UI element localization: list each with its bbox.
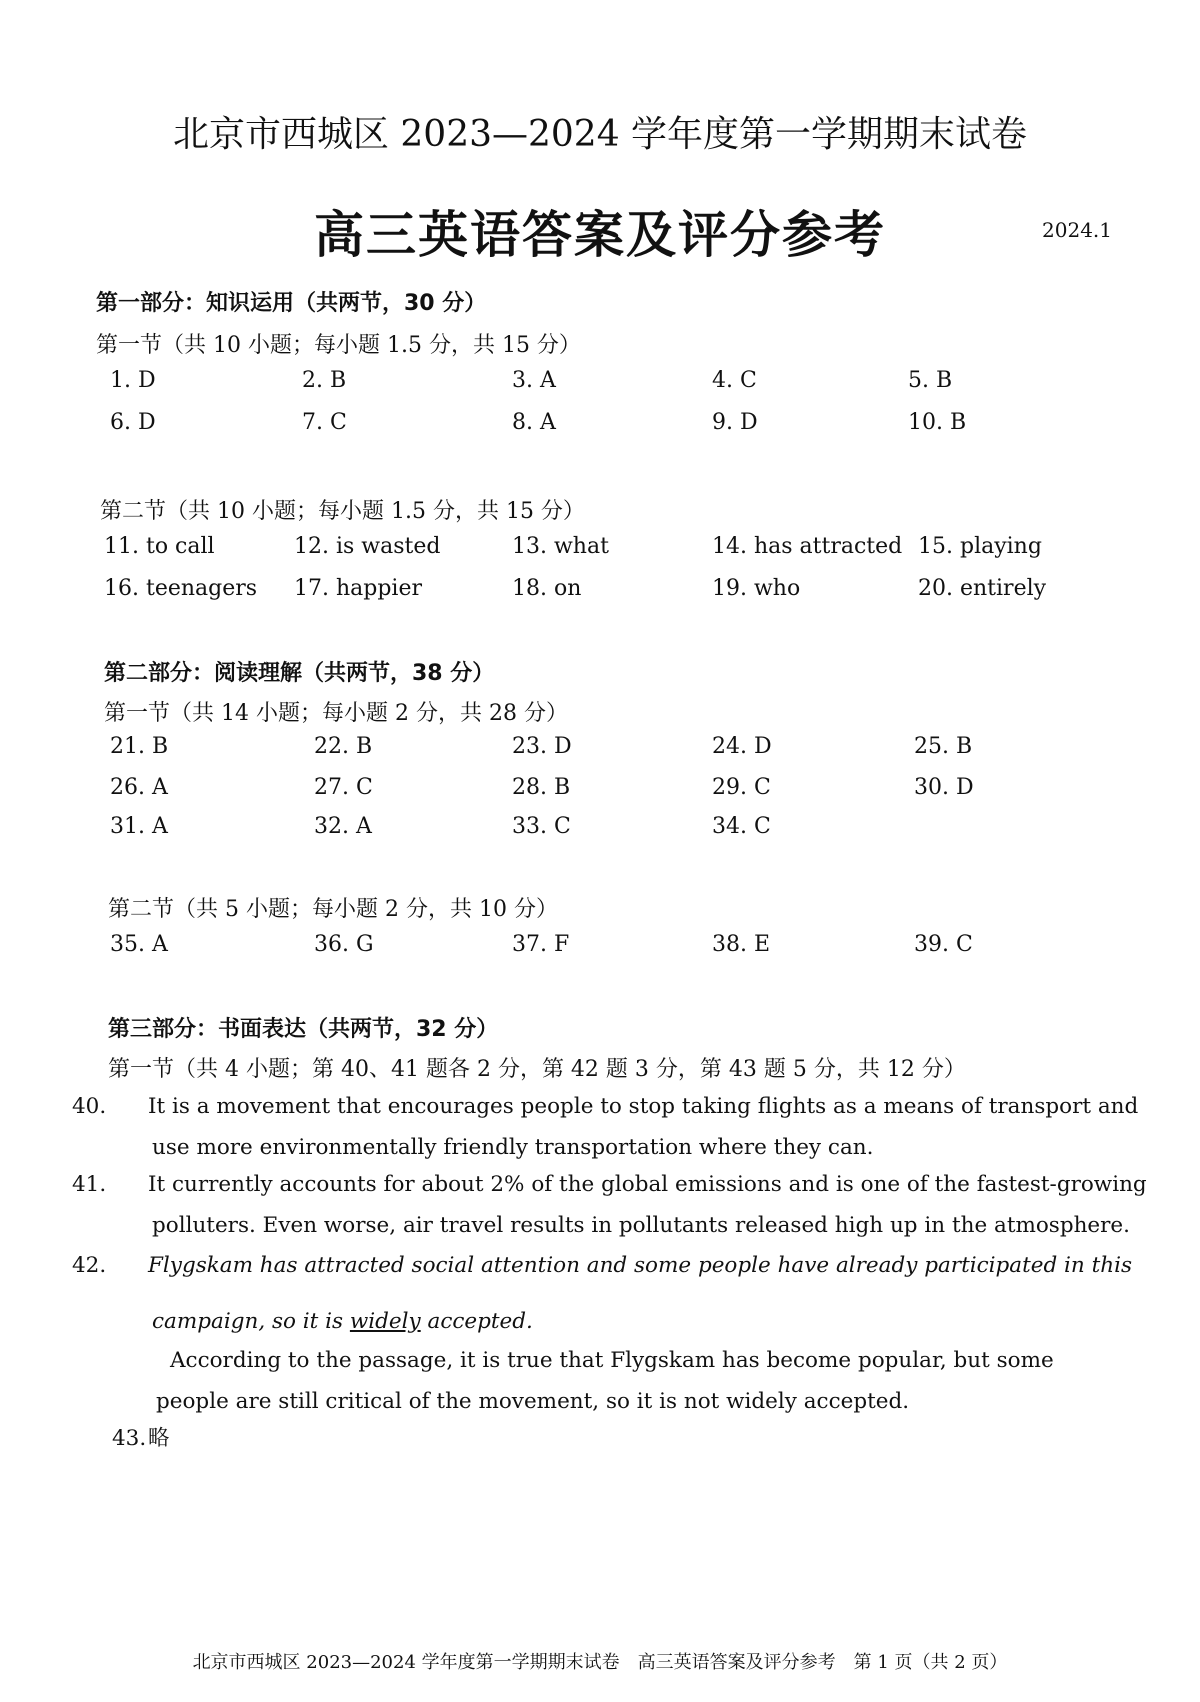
answer-item: 33. C <box>512 814 571 839</box>
part3-section1-heading: 第一节（共 4 小题；第 40、41 题各 2 分，第 42 题 3 分，第 43 题 5 分，共 12 分） <box>108 1057 966 1082</box>
answer-item: 16. teenagers <box>104 576 258 601</box>
answer-row <box>0 775 1200 807</box>
answer-item: 15. playing <box>918 534 1042 559</box>
answer-item: 30. D <box>914 775 974 800</box>
answer-item: 5. B <box>908 368 953 393</box>
page-footer: 北京市西城区 2023—2024 学年度第一学期期末试卷 高三英语答案及评分参考 第 1 页（共 2 页） <box>192 1652 1008 1673</box>
question-number: 41. <box>72 1172 107 1197</box>
answer-item: 36. G <box>314 932 374 957</box>
part1-section1-heading: 第一节（共 10 小题；每小题 1.5 分，共 15 分） <box>96 333 581 358</box>
answer-row <box>0 368 1200 400</box>
document-date: 2024.1 <box>1042 218 1112 242</box>
answer-item: 25. B <box>914 734 973 759</box>
answer-item: 3. A <box>512 368 556 393</box>
answer-item: 14. has attracted <box>712 534 903 559</box>
part1-heading: 第一部分：知识运用（共两节，30 分） <box>96 291 487 316</box>
answer-item: 24. D <box>712 734 772 759</box>
answer-item: 12. is wasted <box>294 534 441 559</box>
question-42 <box>72 1238 1152 1350</box>
answer-item: 13. what <box>512 534 609 559</box>
underlined-word: widely <box>349 1309 421 1334</box>
question-42-answer: According to the passage, it is true that Flygskam has become popular, but some people are still critical of the movement, so it is not widely accepted. <box>156 1348 1054 1414</box>
answer-item: 35. A <box>110 932 168 957</box>
answer-row <box>0 576 1200 608</box>
answer-item: 27. C <box>314 775 373 800</box>
answer-item: 11. to call <box>104 534 215 559</box>
answer-item: 26. A <box>110 775 168 800</box>
part3-heading: 第三部分：书面表达（共两节，32 分） <box>108 1017 499 1042</box>
question-number: 40. <box>72 1094 107 1119</box>
answer-item: 28. B <box>512 775 571 800</box>
answer-item: 29. C <box>712 775 771 800</box>
question-statement-end: accepted. <box>420 1309 533 1334</box>
answer-row <box>0 814 1200 846</box>
question-statement: Flygskam has attracted social attention and some people have already participated in this campaign, so it is <box>148 1253 1132 1334</box>
answer-item: 7. C <box>302 410 347 435</box>
part2-section2-heading: 第二节（共 5 小题；每小题 2 分，共 10 分） <box>108 897 558 922</box>
document-subtitle: 高三英语答案及评分参考 <box>314 206 886 264</box>
part2-heading: 第二部分：阅读理解（共两节，38 分） <box>104 661 495 686</box>
answer-item: 34. C <box>712 814 771 839</box>
answer-item: 4. C <box>712 368 757 393</box>
answer-item: 19. who <box>712 576 801 601</box>
answer-item: 38. E <box>712 932 771 957</box>
answer-item: 2. B <box>302 368 347 393</box>
answer-item: 21. B <box>110 734 169 759</box>
answer-row <box>0 734 1200 766</box>
answer-item: 9. D <box>712 410 758 435</box>
answer-item: 17. happier <box>294 576 423 601</box>
answer-row <box>0 932 1200 964</box>
answer-item: 32. A <box>314 814 372 839</box>
part1-section2-heading: 第二节（共 10 小题；每小题 1.5 分，共 15 分） <box>100 499 585 524</box>
question-40 <box>72 1086 1152 1168</box>
part2-section1-heading: 第一节（共 14 小题；每小题 2 分，共 28 分） <box>104 701 568 726</box>
question-answer-text: It currently accounts for about 2% of the global emissions and is one of the fastest-growing polluters. Even worse, air travel results in pollutants released high up in the atmosphere. <box>148 1172 1147 1238</box>
answer-item: 22. B <box>314 734 373 759</box>
answer-item: 37. F <box>512 932 570 957</box>
answer-item: 39. C <box>914 932 973 957</box>
answer-item: 8. A <box>512 410 556 435</box>
answer-item: 31. A <box>110 814 168 839</box>
question-43 <box>112 1418 1112 1459</box>
answer-item: 23. D <box>512 734 572 759</box>
answer-item: 1. D <box>110 368 156 393</box>
question-answer-text: 略 <box>148 1426 170 1451</box>
answer-row <box>0 410 1200 442</box>
answer-item: 6. D <box>110 410 156 435</box>
answer-item: 10. B <box>908 410 967 435</box>
question-number: 43. <box>112 1426 147 1451</box>
question-41 <box>72 1164 1152 1246</box>
answer-item: 18. on <box>512 576 582 601</box>
document-title: 北京市西城区 2023—2024 学年度第一学期期末试卷 <box>172 114 1028 155</box>
answer-row <box>0 534 1200 566</box>
question-answer-text: It is a movement that encourages people to stop taking flights as a means of transport and use more environmentally friendly transportation where they can. <box>148 1094 1139 1160</box>
question-number: 42. <box>72 1253 107 1278</box>
answer-item: 20. entirely <box>918 576 1047 601</box>
